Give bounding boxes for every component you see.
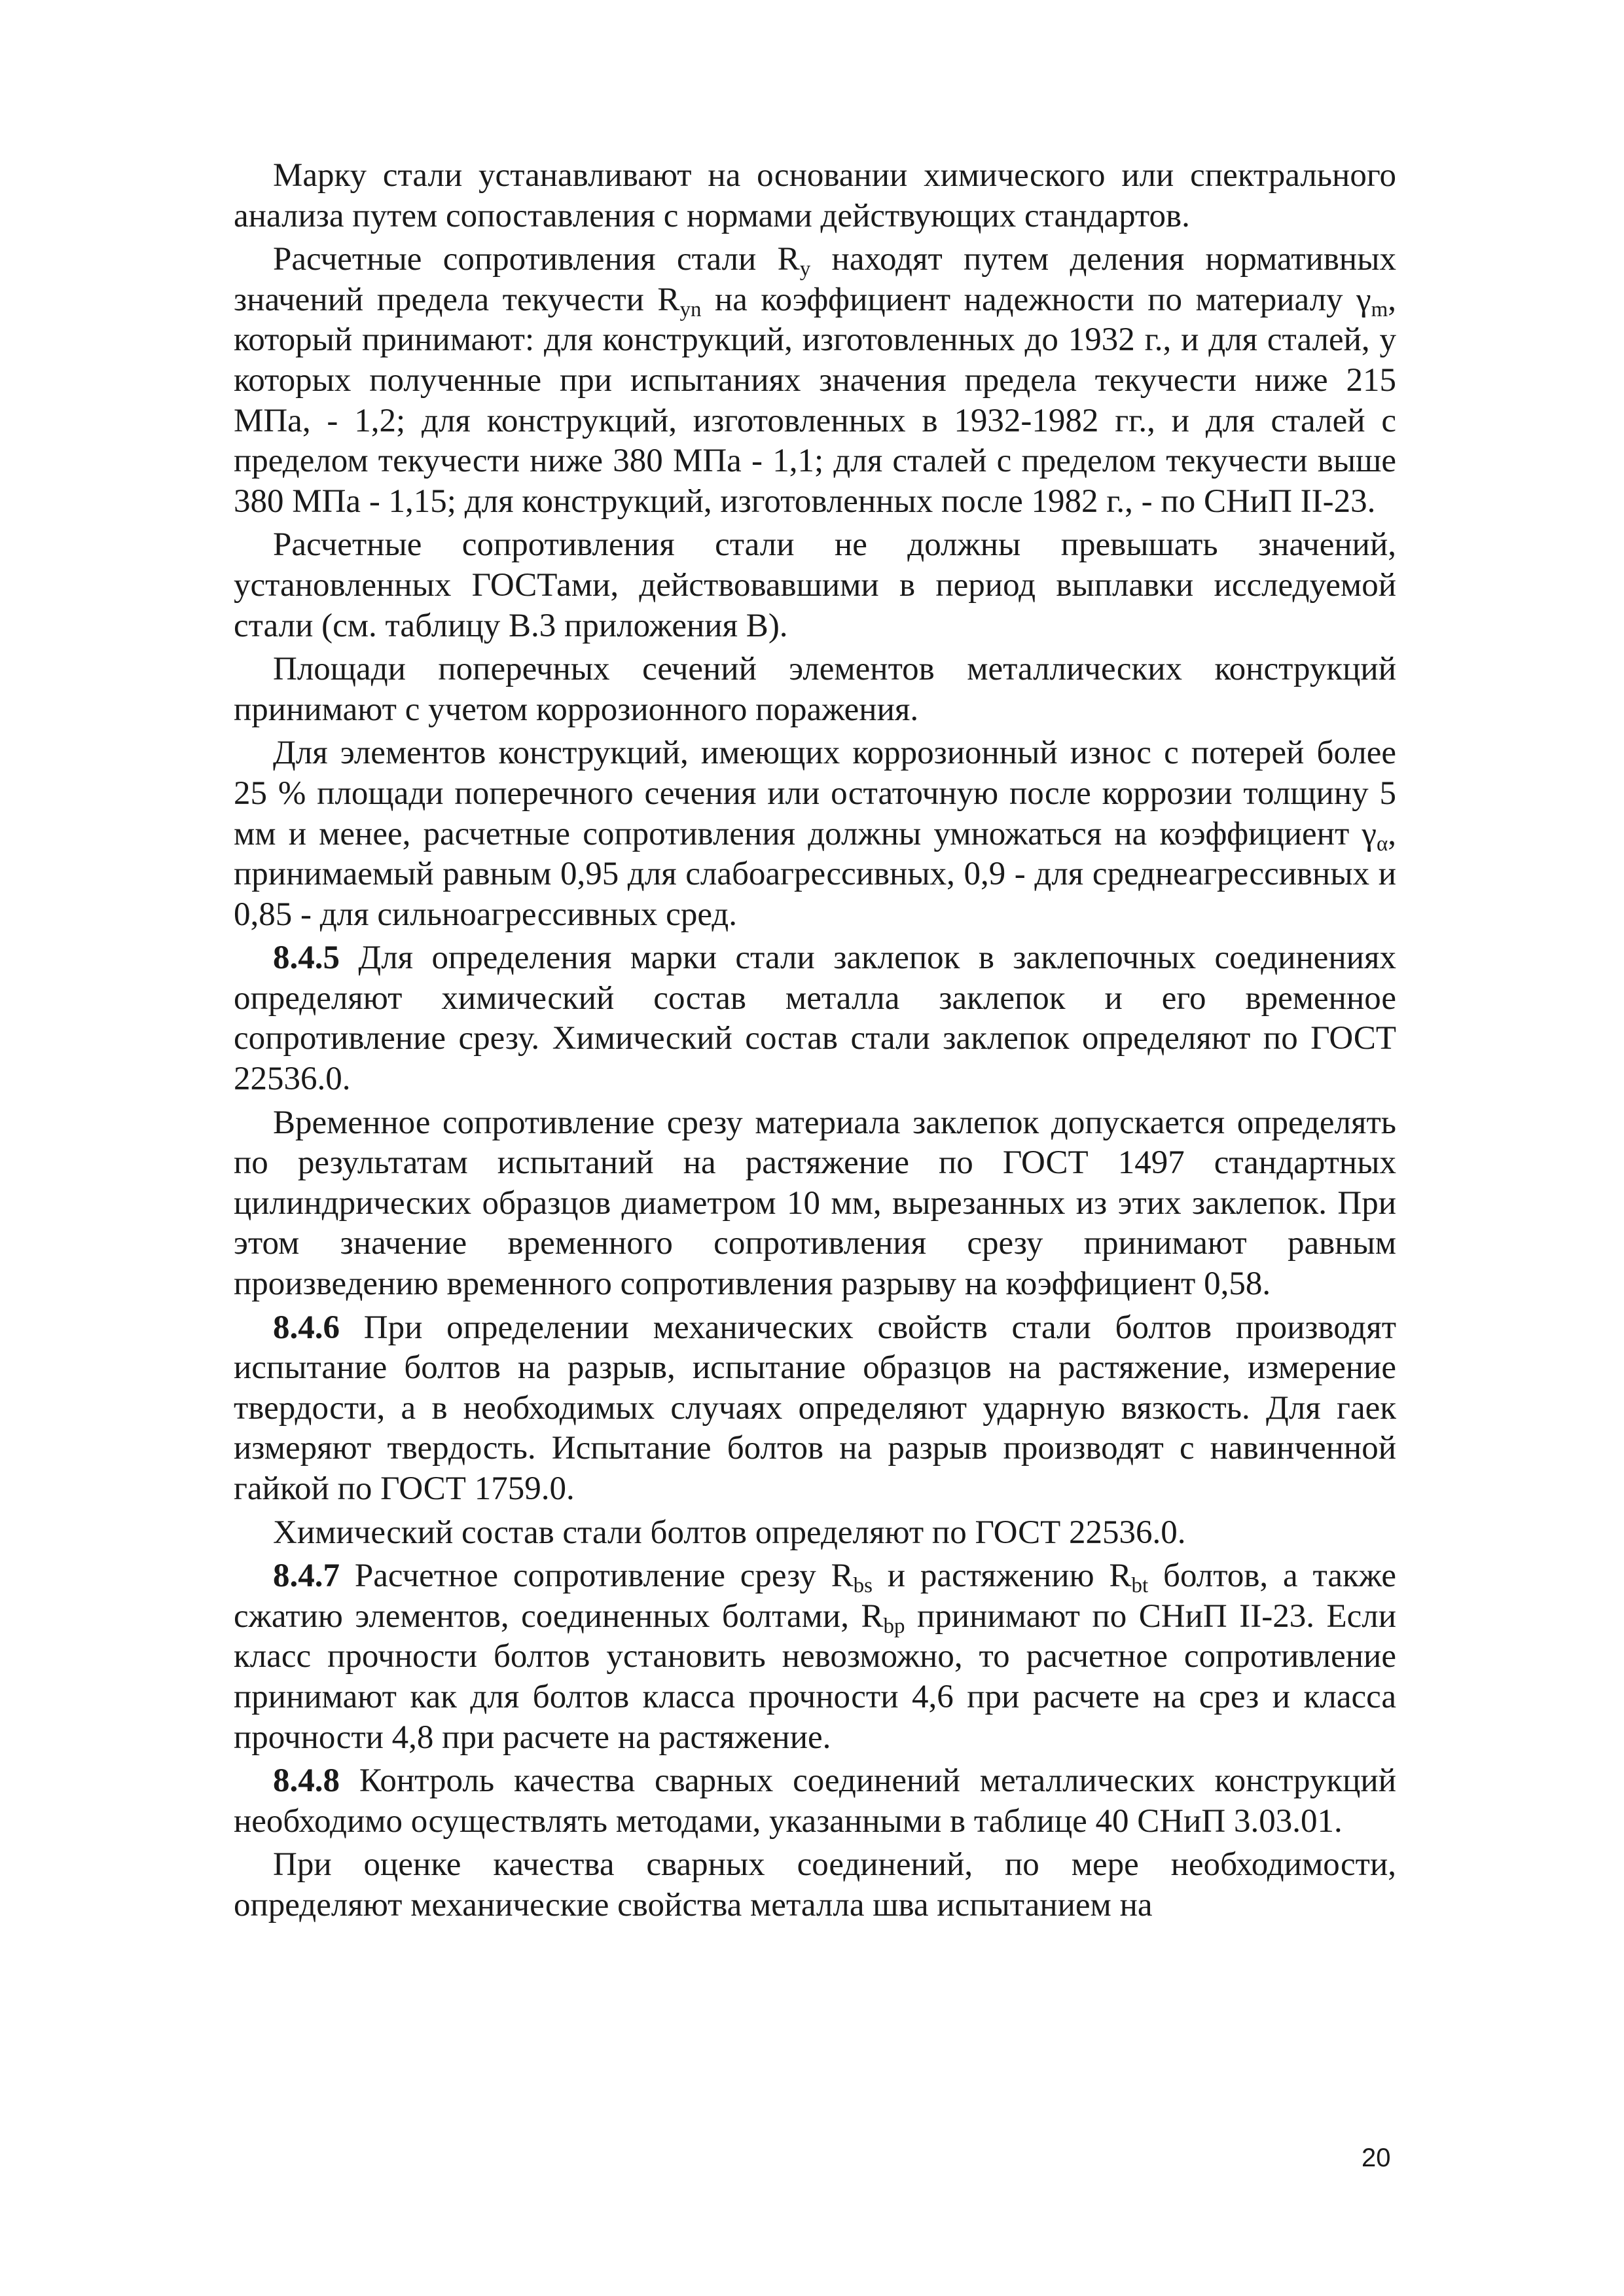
subscript: m	[1371, 297, 1388, 321]
paragraph-text: находят путем деления нормативных значений предела текучести R	[234, 241, 1396, 318]
paragraph-text: При определении механических свойств стали болтов производят испытание болтов на разрыв, испытание образцов на растяжение, измерение твердости, а в необходимых случаях определяют ударную вязкость. Для гаек измеряют твердость. Испытание болтов на разрыв производят с навинченной гайкой по ГОСТ 1759.0.	[234, 1309, 1396, 1507]
paragraph-text: Расчетные сопротивления стали не должны превышать значений, установленных ГОСТами, действовавшими в период выплавки исследуемой стали (см. таблицу В.3 приложения В).	[234, 526, 1396, 644]
document-body	[234, 156, 1396, 1929]
section-number: 8.4.6	[273, 1309, 340, 1346]
paragraph	[234, 1761, 1396, 1842]
paragraph	[234, 1513, 1396, 1554]
section-number: 8.4.7	[273, 1558, 340, 1595]
subscript: bt	[1131, 1574, 1149, 1598]
paragraph-text: на коэффициент надежности по материалу γ	[701, 281, 1371, 318]
paragraph	[234, 733, 1396, 935]
paragraph-text: Контроль качества сварных соединений металлических конструкций необходимо осуществлять методами, указанными в таблице 40 СНиП 3.03.01.	[234, 1762, 1396, 1840]
paragraph-text: , который принимают: для конструкций, изготовленных до 1932 г., и для сталей, у которых полученные при испытаниях значения предела текучести ниже 215 МПа, - 1,2; для конструкций, изготовленных в 1932-1982 гг., и для сталей с пределом текучести ниже 380 МПа - 1,1; для сталей с пределом текучести выше 380 МПа - 1,15; для конструкций, изготовленных после 1982 г., - по СНиП II-23.	[234, 281, 1396, 520]
paragraph-text: Химический состав стали болтов определяют по ГОСТ 22536.0.	[273, 1514, 1186, 1551]
paragraph-text: Временное сопротивление срезу материала заклепок допускается определять по результатам испытаний на растяжение по ГОСТ 1497 стандартных цилиндрических образцов диаметром 10 мм, вырезанных из этих заклепок. При этом значение временного сопротивления срезу принимают равным произведению временного сопротивления разрыву на коэффициент 0,58.	[234, 1104, 1396, 1303]
paragraph-text: Для элементов конструкций, имеющих коррозионный износ с потерей более 25 % площади поперечного сечения или остаточную после коррозии толщину 5 мм и менее, расчетные сопротивления должны умножаться на коэффициент γ	[234, 735, 1396, 852]
paragraph	[234, 938, 1396, 1099]
subscript: α	[1376, 831, 1388, 856]
section-number: 8.4.5	[273, 939, 340, 977]
paragraph-text: Марку стали устанавливают на основании химического или спектрального анализа путем сопоставления с нормами действующих стандартов.	[234, 157, 1396, 234]
subscript: bp	[883, 1614, 905, 1638]
paragraph	[234, 1556, 1396, 1758]
paragraph	[234, 525, 1396, 646]
paragraph	[234, 156, 1396, 236]
paragraph-text: , принимаемый равным 0,95 для слабоагрессивных, 0,9 - для среднеагрессивных и 0,85 - для сильноагрессивных сред.	[234, 815, 1396, 933]
section-number: 8.4.8	[273, 1762, 340, 1800]
paragraph	[234, 1308, 1396, 1510]
subscript: bs	[853, 1574, 873, 1598]
paragraph	[234, 240, 1396, 522]
paragraph	[234, 649, 1396, 730]
paragraph-text: болтов, а также сжатию элементов, соединенных болтами, R	[234, 1558, 1396, 1635]
paragraph-text: Расчетное сопротивление срезу R	[340, 1558, 854, 1595]
page-number: 20	[1362, 2143, 1391, 2172]
subscript: yn	[679, 297, 702, 321]
paragraph-text: Расчетные сопротивления стали R	[273, 241, 800, 278]
paragraph	[234, 1845, 1396, 1925]
paragraph	[234, 1103, 1396, 1305]
paragraph-text: Площади поперечных сечений элементов металлических конструкций принимают с учетом коррозионного поражения.	[234, 651, 1396, 728]
paragraph-text: Для определения марки стали заклепок в заклепочных соединениях определяют химический состав металла заклепок и его временное сопротивление срезу. Химический состав стали заклепок определяют по ГОСТ 22536.0.	[234, 939, 1396, 1098]
paragraph-text: При оценке качества сварных соединений, по мере необходимости, определяют механические свойства металла шва испытанием на	[234, 1846, 1396, 1923]
paragraph-text: и растяжению R	[872, 1558, 1132, 1595]
subscript: y	[799, 257, 811, 282]
paragraph-text: принимают по СНиП II-23. Если класс прочности болтов установить невозможно, то расчетное сопротивление принимают как для болтов класса прочности 4,6 при расчете на срез и класса прочности 4,8 при расчете на растяжение.	[234, 1597, 1396, 1756]
